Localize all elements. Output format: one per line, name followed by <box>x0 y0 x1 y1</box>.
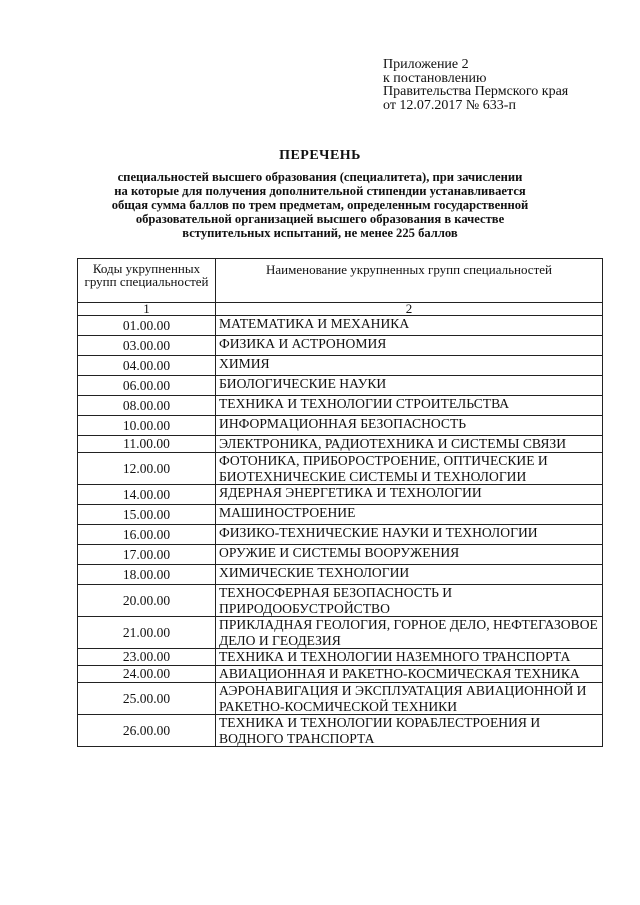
row-name: БИОЛОГИЧЕСКИЕ НАУКИ <box>216 376 603 396</box>
header-name: Наименование укрупненных групп специальностей <box>216 259 603 303</box>
row-name: ТЕХНИКА И ТЕХНОЛОГИИ НАЗЕМНОГО ТРАНСПОРТА <box>216 649 603 666</box>
table-row <box>78 545 603 565</box>
row-name: ХИМИЯ <box>216 356 603 376</box>
row-name: МАТЕМАТИКА И МЕХАНИКА <box>216 316 603 336</box>
row-name: ТЕХНИКА И ТЕХНОЛОГИИ СТРОИТЕЛЬСТВА <box>216 396 603 416</box>
row-name: ЭЛЕКТРОНИКА, РАДИОТЕХНИКА И СИСТЕМЫ СВЯЗИ <box>216 436 603 453</box>
table-row <box>78 336 603 356</box>
row-name: ФИЗИКА И АСТРОНОМИЯ <box>216 336 603 356</box>
row-name: ФИЗИКО-ТЕХНИЧЕСКИЕ НАУКИ И ТЕХНОЛОГИИ <box>216 525 603 545</box>
row-name: АЭРОНАВИГАЦИЯ И ЭКСПЛУАТАЦИЯ АВИАЦИОННОЙ И РАКЕТНО-КОСМИЧЕСКОЙ ТЕХНИКИ <box>216 683 603 715</box>
table-row <box>78 715 603 747</box>
row-code: 15.00.00 <box>78 505 216 525</box>
row-name: ИНФОРМАЦИОННАЯ БЕЗОПАСНОСТЬ <box>216 416 603 436</box>
row-code: 25.00.00 <box>78 683 216 715</box>
table-row <box>78 316 603 336</box>
specialties-table <box>77 258 603 747</box>
table-row <box>78 649 603 666</box>
row-code: 16.00.00 <box>78 525 216 545</box>
row-code: 24.00.00 <box>78 666 216 683</box>
row-code: 14.00.00 <box>78 485 216 505</box>
row-code: 12.00.00 <box>78 453 216 485</box>
appendix-line: от 12.07.2017 № 633-п <box>383 97 516 113</box>
column-number: 1 <box>78 303 216 316</box>
header-code: Коды укрупненных групп специальностей <box>78 259 216 303</box>
table-row <box>78 585 603 617</box>
row-name: ТЕХНИКА И ТЕХНОЛОГИИ КОРАБЛЕСТРОЕНИЯ И ВОДНОГО ТРАНСПОРТА <box>216 715 603 747</box>
table-row <box>78 505 603 525</box>
table-row <box>78 485 603 505</box>
row-code: 08.00.00 <box>78 396 216 416</box>
row-code: 06.00.00 <box>78 376 216 396</box>
row-code: 26.00.00 <box>78 715 216 747</box>
subtitle-line: вступительных испытаний, не менее 225 баллов <box>182 226 458 240</box>
row-code: 10.00.00 <box>78 416 216 436</box>
appendix-block <box>383 58 568 112</box>
subtitle-line: специальностей высшего образования (специалитета), при зачислении <box>117 170 523 184</box>
column-number: 2 <box>216 303 603 316</box>
row-code: 17.00.00 <box>78 545 216 565</box>
row-name: АВИАЦИОННАЯ И РАКЕТНО-КОСМИЧЕСКАЯ ТЕХНИКА <box>216 666 603 683</box>
subtitle-line: образовательной организацией высшего образования в качестве <box>135 212 505 226</box>
row-code: 04.00.00 <box>78 356 216 376</box>
row-code: 20.00.00 <box>78 585 216 617</box>
table-row <box>78 356 603 376</box>
appendix-line: Приложение 2 <box>383 57 469 72</box>
table-row <box>78 436 603 453</box>
table-row <box>78 376 603 396</box>
table-row <box>78 525 603 545</box>
row-name: ХИМИЧЕСКИЕ ТЕХНОЛОГИИ <box>216 565 603 585</box>
row-code: 23.00.00 <box>78 649 216 666</box>
row-code: 11.00.00 <box>78 436 216 453</box>
table-row <box>78 617 603 649</box>
subtitle-line: общая сумма баллов по трем предметам, определенным государственной <box>111 198 529 212</box>
row-name: ЯДЕРНАЯ ЭНЕРГЕТИКА И ТЕХНОЛОГИИ <box>216 485 603 505</box>
row-code: 18.00.00 <box>78 565 216 585</box>
document-title: ПЕРЕЧЕНЬ <box>279 148 361 163</box>
table-row <box>78 683 603 715</box>
table-row <box>78 565 603 585</box>
row-name: ПРИКЛАДНАЯ ГЕОЛОГИЯ, ГОРНОЕ ДЕЛО, НЕФТЕГАЗОВОЕ ДЕЛО И ГЕОДЕЗИЯ <box>216 617 603 649</box>
document-subtitle <box>70 170 570 240</box>
row-code: 01.00.00 <box>78 316 216 336</box>
row-code: 21.00.00 <box>78 617 216 649</box>
table-header-row <box>78 259 603 303</box>
subtitle-line: на которые для получения дополнительной стипендии устанавливается <box>114 184 526 198</box>
column-number-row <box>78 303 603 316</box>
row-name: ФОТОНИКА, ПРИБОРОСТРОЕНИЕ, ОПТИЧЕСКИЕ И БИОТЕХНИЧЕСКИЕ СИСТЕМЫ И ТЕХНОЛОГИИ <box>216 453 603 485</box>
table-row <box>78 416 603 436</box>
table-row <box>78 666 603 683</box>
appendix-line: к постановлению <box>383 70 487 86</box>
row-name: ОРУЖИЕ И СИСТЕМЫ ВООРУЖЕНИЯ <box>216 545 603 565</box>
row-name: МАШИНОСТРОЕНИЕ <box>216 505 603 525</box>
appendix-line: Правительства Пермского края <box>383 84 569 99</box>
table-row <box>78 453 603 485</box>
row-code: 03.00.00 <box>78 336 216 356</box>
row-name: ТЕХНОСФЕРНАЯ БЕЗОПАСНОСТЬ И ПРИРОДООБУСТРОЙСТВО <box>216 585 603 617</box>
table-row <box>78 396 603 416</box>
